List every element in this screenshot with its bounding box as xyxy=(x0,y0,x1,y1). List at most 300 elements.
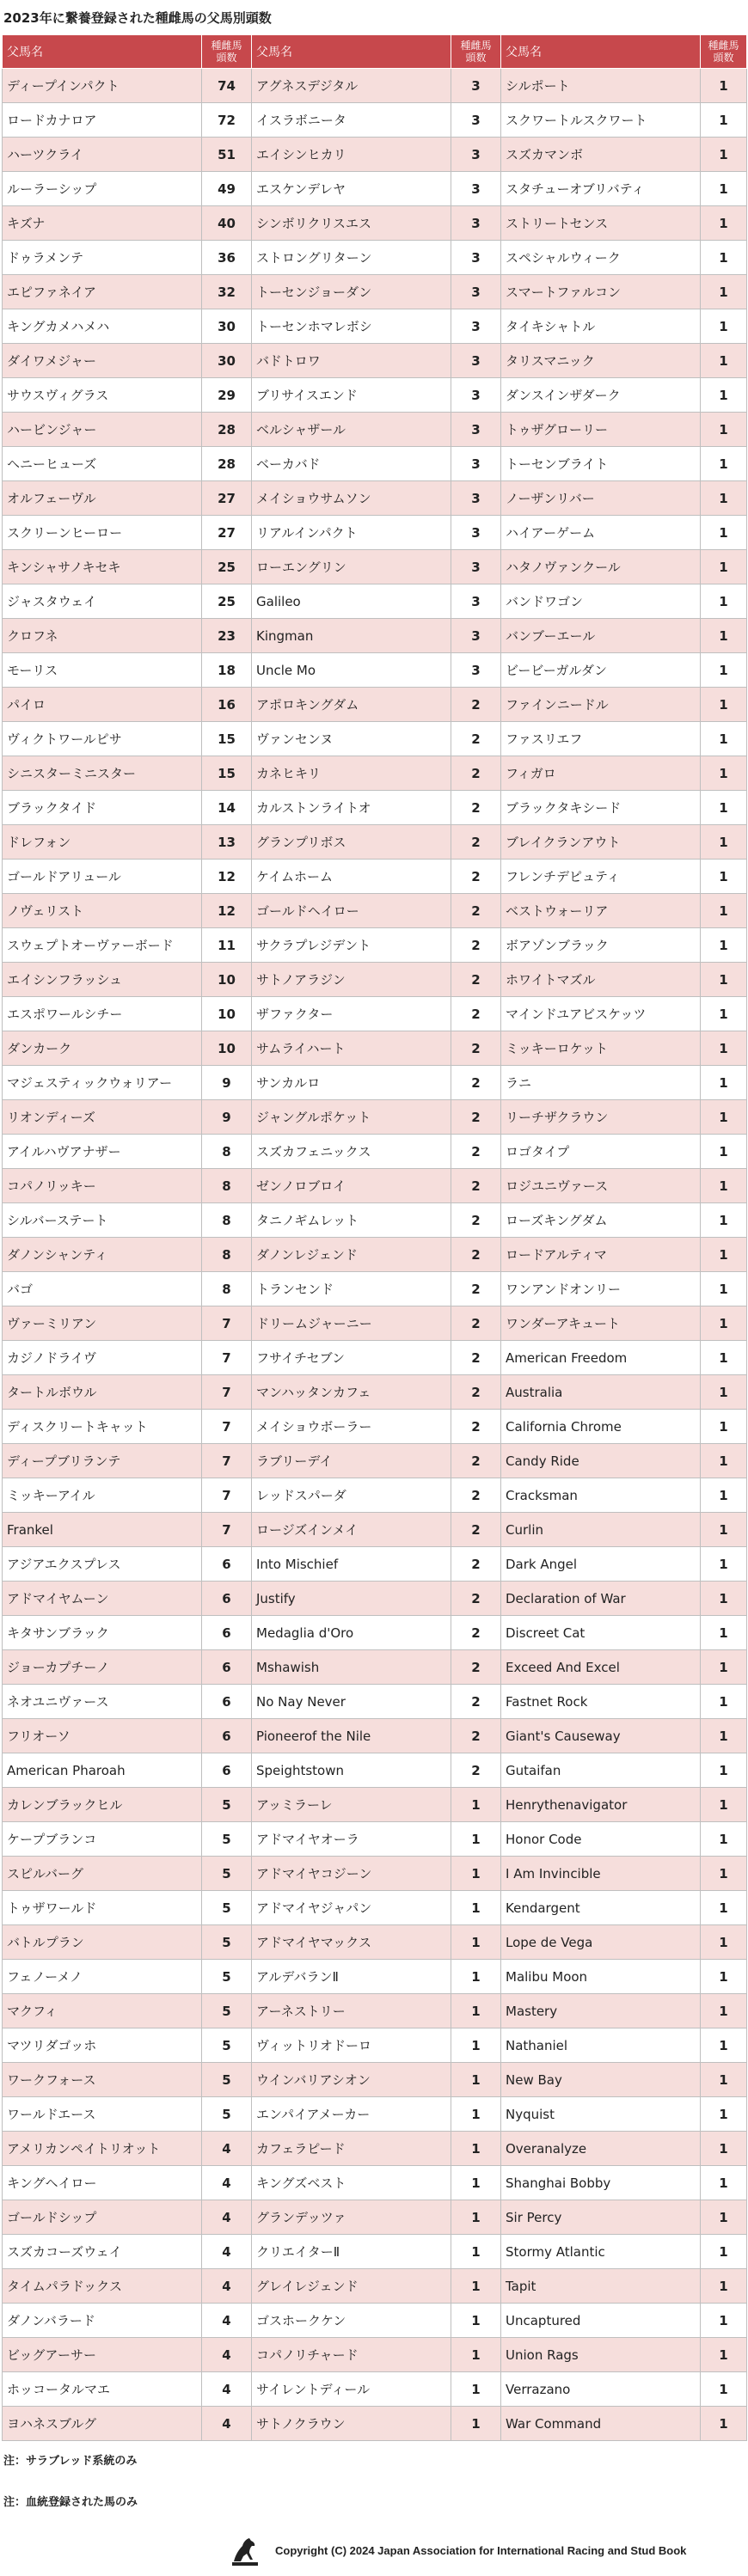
table-row xyxy=(3,447,747,481)
sire-name-cell: レッドスパーダ xyxy=(252,1478,451,1513)
sire-name-cell: ザファクター xyxy=(252,997,451,1031)
sire-name-cell: スマートファルコン xyxy=(501,275,701,309)
table-row xyxy=(3,1513,747,1547)
mare-count-cell: 3 xyxy=(451,241,501,275)
mare-count-cell: 4 xyxy=(202,2372,252,2407)
mare-count-cell: 2 xyxy=(451,1616,501,1650)
mare-count-cell: 5 xyxy=(202,1891,252,1925)
mare-count-cell: 9 xyxy=(202,1066,252,1100)
table-row xyxy=(3,172,747,206)
mare-count-cell: 4 xyxy=(202,2200,252,2235)
sire-name-cell: Lope de Vega xyxy=(501,1925,701,1960)
sire-name-cell: マツリダゴッホ xyxy=(3,2028,202,2063)
sire-name-cell: サイレントディール xyxy=(252,2372,451,2407)
mare-count-cell: 32 xyxy=(202,275,252,309)
mare-count-cell: 5 xyxy=(202,1925,252,1960)
sire-name-cell: フレンチデピュティ xyxy=(501,860,701,894)
table-row xyxy=(3,1616,747,1650)
mare-count-cell: 10 xyxy=(202,963,252,997)
sire-name-cell: Kendargent xyxy=(501,1891,701,1925)
sire-name-cell: サンカルロ xyxy=(252,1066,451,1100)
sire-name-cell: アルデバランⅡ xyxy=(252,1960,451,1994)
mare-count-cell: 3 xyxy=(451,516,501,550)
sire-name-cell: バトルプラン xyxy=(3,1925,202,1960)
mare-count-cell: 4 xyxy=(202,2304,252,2338)
sire-name-cell: アドマイヤオーラ xyxy=(252,1822,451,1857)
sire-name-cell: ディスクリートキャット xyxy=(3,1410,202,1444)
sire-name-cell: ゴスホークケン xyxy=(252,2304,451,2338)
mare-count-cell: 1 xyxy=(701,2097,747,2132)
mare-count-cell: 2 xyxy=(451,1238,501,1272)
table-row xyxy=(3,1891,747,1925)
sire-name-cell: ラニ xyxy=(501,1066,701,1100)
mare-count-cell: 3 xyxy=(451,653,501,688)
sire-name-cell: エイシンヒカリ xyxy=(252,138,451,172)
mare-count-cell: 1 xyxy=(701,1719,747,1753)
mare-count-cell: 7 xyxy=(202,1375,252,1410)
table-row xyxy=(3,2372,747,2407)
mare-count-cell: 1 xyxy=(451,2166,501,2200)
sire-name-cell: ブリサイスエンド xyxy=(252,378,451,413)
sire-name-cell: ノヴェリスト xyxy=(3,894,202,928)
sire-name-cell: コパノリッキー xyxy=(3,1169,202,1203)
sire-name-cell: スクリーンヒーロー xyxy=(3,516,202,550)
sire-name-cell: Shanghai Bobby xyxy=(501,2166,701,2200)
mare-count-cell: 4 xyxy=(202,2166,252,2200)
sire-name-cell: ラブリーデイ xyxy=(252,1444,451,1478)
sire-name-cell: Galileo xyxy=(252,584,451,619)
table-row xyxy=(3,1822,747,1857)
mare-count-cell: 2 xyxy=(451,1341,501,1375)
mare-count-cell: 1 xyxy=(451,2063,501,2097)
mare-count-cell: 5 xyxy=(202,1822,252,1857)
mare-count-cell: 1 xyxy=(451,2407,501,2441)
sire-name-cell: アドマイヤマックス xyxy=(252,1925,451,1960)
table-row xyxy=(3,1547,747,1582)
table-row xyxy=(3,1444,747,1478)
sire-name-cell: ファインニードル xyxy=(501,688,701,722)
sire-name-cell: Giant's Causeway xyxy=(501,1719,701,1753)
mare-count-cell: 1 xyxy=(451,2304,501,2338)
mare-count-cell: 3 xyxy=(451,172,501,206)
mare-count-cell: 11 xyxy=(202,928,252,963)
header-sire-name: 父馬名 xyxy=(3,35,202,69)
mare-count-cell: 1 xyxy=(701,516,747,550)
mare-count-cell: 51 xyxy=(202,138,252,172)
sire-name-cell: California Chrome xyxy=(501,1410,701,1444)
sire-name-cell: ストロングリターン xyxy=(252,241,451,275)
table-row xyxy=(3,653,747,688)
sire-name-cell: Dark Angel xyxy=(501,1547,701,1582)
mare-count-cell: 3 xyxy=(451,378,501,413)
sire-name-cell: Overanalyze xyxy=(501,2132,701,2166)
mare-count-cell: 1 xyxy=(701,447,747,481)
sire-name-cell: カネヒキリ xyxy=(252,756,451,791)
mare-count-cell: 1 xyxy=(701,860,747,894)
mare-count-cell: 2 xyxy=(451,688,501,722)
sire-name-cell: エイシンフラッシュ xyxy=(3,963,202,997)
mare-count-cell: 1 xyxy=(701,413,747,447)
sire-name-cell: アーネストリー xyxy=(252,1994,451,2028)
sire-name-cell: ミッキーロケット xyxy=(501,1031,701,1066)
mare-count-cell: 10 xyxy=(202,1031,252,1066)
mare-count-cell: 1 xyxy=(451,2132,501,2166)
mare-count-cell: 1 xyxy=(701,1513,747,1547)
sire-name-cell: ミッキーアイル xyxy=(3,1478,202,1513)
sire-name-cell: モーリス xyxy=(3,653,202,688)
mare-count-cell: 3 xyxy=(451,584,501,619)
mare-count-cell: 1 xyxy=(701,1410,747,1444)
sire-name-cell: シルバーステート xyxy=(3,1203,202,1238)
table-row xyxy=(3,1306,747,1341)
sire-name-cell: キンシャサノキセキ xyxy=(3,550,202,584)
mare-count-cell: 1 xyxy=(701,2132,747,2166)
sire-name-cell: ストリートセンス xyxy=(501,206,701,241)
table-row xyxy=(3,241,747,275)
sire-name-cell: ホッコータルマエ xyxy=(3,2372,202,2407)
sire-name-cell: ローエングリン xyxy=(252,550,451,584)
sire-name-cell: スペシャルウィーク xyxy=(501,241,701,275)
mare-count-cell: 1 xyxy=(701,1616,747,1650)
header-mare-count: 種雌馬 頭数 xyxy=(451,35,501,69)
mare-count-cell: 1 xyxy=(701,1100,747,1135)
table-row xyxy=(3,963,747,997)
sire-name-cell: アドマイヤムーン xyxy=(3,1582,202,1616)
mare-count-cell: 2 xyxy=(451,1272,501,1306)
mare-count-cell: 1 xyxy=(701,103,747,138)
mare-count-cell: 3 xyxy=(451,619,501,653)
mare-count-cell: 1 xyxy=(701,1788,747,1822)
sire-name-cell: フリオーソ xyxy=(3,1719,202,1753)
table-row xyxy=(3,2063,747,2097)
sire-name-cell: Uncaptured xyxy=(501,2304,701,2338)
sire-name-cell: ゼンノロブロイ xyxy=(252,1169,451,1203)
mare-count-cell: 1 xyxy=(701,2028,747,2063)
mare-count-cell: 1 xyxy=(701,2304,747,2338)
table-row xyxy=(3,825,747,860)
mare-count-cell: 1 xyxy=(701,756,747,791)
sire-name-cell: ダンスインザダーク xyxy=(501,378,701,413)
sire-name-cell: ワークフォース xyxy=(3,2063,202,2097)
mare-count-cell: 30 xyxy=(202,309,252,344)
sire-name-cell: カレンブラックヒル xyxy=(3,1788,202,1822)
sire-name-cell: ウインバリアシオン xyxy=(252,2063,451,2097)
mare-count-cell: 1 xyxy=(701,1994,747,2028)
sire-name-cell: シニスターミニスター xyxy=(3,756,202,791)
mare-count-cell: 2 xyxy=(451,1306,501,1341)
sire-name-cell: Australia xyxy=(501,1375,701,1410)
mare-count-cell: 30 xyxy=(202,344,252,378)
table-row xyxy=(3,1719,747,1753)
mare-count-cell: 3 xyxy=(451,275,501,309)
mare-count-cell: 1 xyxy=(701,1753,747,1788)
sire-name-cell: キングカメハメハ xyxy=(3,309,202,344)
mare-count-cell: 2 xyxy=(451,928,501,963)
mare-count-cell: 1 xyxy=(701,584,747,619)
sire-name-cell: Discreet Cat xyxy=(501,1616,701,1650)
sire-name-cell: Nathaniel xyxy=(501,2028,701,2063)
mare-count-cell: 6 xyxy=(202,1616,252,1650)
sire-name-cell: エスポワールシチー xyxy=(3,997,202,1031)
sire-name-cell: Henrythenavigator xyxy=(501,1788,701,1822)
table-row xyxy=(3,378,747,413)
mare-count-cell: 1 xyxy=(701,722,747,756)
table-row xyxy=(3,1788,747,1822)
sire-name-cell: Malibu Moon xyxy=(501,1960,701,1994)
sire-name-cell: ロードアルティマ xyxy=(501,1238,701,1272)
mare-count-cell: 5 xyxy=(202,2097,252,2132)
sire-name-cell: ワンアンドオンリー xyxy=(501,1272,701,1306)
sire-name-cell: ロードカナロア xyxy=(3,103,202,138)
table-row xyxy=(3,2132,747,2166)
mare-count-cell: 1 xyxy=(701,1582,747,1616)
header-mare-count: 種雌馬 頭数 xyxy=(701,35,747,69)
mare-count-cell: 3 xyxy=(451,69,501,103)
mare-count-cell: 1 xyxy=(701,1822,747,1857)
table-body xyxy=(3,69,747,2441)
sire-name-cell: ハタノヴァンクール xyxy=(501,550,701,584)
mare-count-cell: 14 xyxy=(202,791,252,825)
mare-count-cell: 1 xyxy=(701,928,747,963)
mare-count-cell: 1 xyxy=(451,1822,501,1857)
sire-name-cell: ハービンジャー xyxy=(3,413,202,447)
mare-count-cell: 1 xyxy=(701,1857,747,1891)
mare-count-cell: 40 xyxy=(202,206,252,241)
sire-name-cell: カジノドライヴ xyxy=(3,1341,202,1375)
mare-count-cell: 1 xyxy=(701,1925,747,1960)
table-row xyxy=(3,2407,747,2441)
note-thoroughbred: 注：サラブレッド系統のみ xyxy=(3,2455,138,2468)
mare-count-cell: 1 xyxy=(701,2407,747,2441)
mare-count-cell: 1 xyxy=(451,2269,501,2304)
mare-count-cell: 2 xyxy=(451,1169,501,1203)
mare-count-cell: 1 xyxy=(451,2028,501,2063)
mare-count-cell: 1 xyxy=(701,172,747,206)
sire-name-cell: スズカフェニックス xyxy=(252,1135,451,1169)
table-row xyxy=(3,1753,747,1788)
sire-name-cell: オルフェーヴル xyxy=(3,481,202,516)
table-row xyxy=(3,584,747,619)
table-row xyxy=(3,894,747,928)
sire-name-cell: グランプリボス xyxy=(252,825,451,860)
mare-count-cell: 6 xyxy=(202,1685,252,1719)
mare-count-cell: 2 xyxy=(451,1135,501,1169)
mare-count-cell: 2 xyxy=(451,963,501,997)
mare-count-cell: 16 xyxy=(202,688,252,722)
mare-count-cell: 1 xyxy=(701,1547,747,1582)
mare-count-cell: 3 xyxy=(451,413,501,447)
table-row xyxy=(3,1238,747,1272)
mare-count-cell: 1 xyxy=(701,1031,747,1066)
sire-name-cell: サトノアラジン xyxy=(252,963,451,997)
mare-count-cell: 1 xyxy=(451,1960,501,1994)
table-row xyxy=(3,1410,747,1444)
mare-count-cell: 2 xyxy=(451,1100,501,1135)
sire-name-cell: エピファネイア xyxy=(3,275,202,309)
mare-count-cell: 1 xyxy=(451,2200,501,2235)
table-row xyxy=(3,688,747,722)
mare-count-cell: 1 xyxy=(701,344,747,378)
sire-name-cell: ベーカバド xyxy=(252,447,451,481)
mare-count-cell: 1 xyxy=(701,688,747,722)
table-row xyxy=(3,2304,747,2338)
mare-count-cell: 5 xyxy=(202,1788,252,1822)
sire-name-cell: メイショウボーラー xyxy=(252,1410,451,1444)
table-row xyxy=(3,1960,747,1994)
mare-count-cell: 1 xyxy=(701,206,747,241)
sire-name-cell: ダノンシャンティ xyxy=(3,1238,202,1272)
mare-count-cell: 1 xyxy=(451,2338,501,2372)
sire-name-cell: ノーザンリバー xyxy=(501,481,701,516)
mare-count-cell: 2 xyxy=(451,1547,501,1582)
mare-count-cell: 7 xyxy=(202,1513,252,1547)
sire-name-cell: ドリームジャーニー xyxy=(252,1306,451,1341)
mare-count-cell: 4 xyxy=(202,2407,252,2441)
table-row xyxy=(3,2200,747,2235)
sire-name-cell: Candy Ride xyxy=(501,1444,701,1478)
mare-count-cell: 1 xyxy=(701,1650,747,1685)
table-row xyxy=(3,206,747,241)
sire-name-cell: タートルボウル xyxy=(3,1375,202,1410)
mare-count-cell: 5 xyxy=(202,2028,252,2063)
sire-name-cell: グレイレジェンド xyxy=(252,2269,451,2304)
sire-name-cell: Honor Code xyxy=(501,1822,701,1857)
sire-name-cell: バゴ xyxy=(3,1272,202,1306)
mare-count-cell: 1 xyxy=(451,1857,501,1891)
mare-count-cell: 2 xyxy=(451,1066,501,1100)
mare-count-cell: 2 xyxy=(451,1685,501,1719)
sire-name-cell: アメリカンペイトリオット xyxy=(3,2132,202,2166)
mare-count-cell: 1 xyxy=(701,791,747,825)
table-row xyxy=(3,1272,747,1306)
mare-count-cell: 6 xyxy=(202,1547,252,1582)
mare-count-cell: 1 xyxy=(701,825,747,860)
table-row xyxy=(3,2269,747,2304)
mare-count-cell: 1 xyxy=(701,550,747,584)
mare-count-cell: 3 xyxy=(451,103,501,138)
mare-count-cell: 1 xyxy=(701,619,747,653)
mare-count-cell: 1 xyxy=(701,653,747,688)
mare-count-cell: 4 xyxy=(202,2132,252,2166)
mare-count-cell: 1 xyxy=(701,378,747,413)
table-row xyxy=(3,2338,747,2372)
mare-count-cell: 2 xyxy=(451,1478,501,1513)
table-row xyxy=(3,997,747,1031)
mare-count-cell: 1 xyxy=(701,1066,747,1100)
sire-name-cell: フィガロ xyxy=(501,756,701,791)
mare-count-cell: 3 xyxy=(451,550,501,584)
mare-count-cell: 1 xyxy=(701,997,747,1031)
header-sire-name: 父馬名 xyxy=(252,35,451,69)
sire-name-cell: クリエイターⅡ xyxy=(252,2235,451,2269)
sire-name-cell: ビービーガルダン xyxy=(501,653,701,688)
sire-name-cell: ドレフォン xyxy=(3,825,202,860)
sire-name-cell: コパノリチャード xyxy=(252,2338,451,2372)
mare-count-cell: 6 xyxy=(202,1582,252,1616)
mare-count-cell: 7 xyxy=(202,1478,252,1513)
sire-name-cell: マクフィ xyxy=(3,1994,202,2028)
sire-name-cell: War Command xyxy=(501,2407,701,2441)
table-row xyxy=(3,1100,747,1135)
mare-count-cell: 1 xyxy=(451,1891,501,1925)
mare-count-cell: 4 xyxy=(202,2235,252,2269)
mare-count-cell: 4 xyxy=(202,2269,252,2304)
mare-count-cell: 2 xyxy=(451,1719,501,1753)
sire-name-cell: タイムパラドックス xyxy=(3,2269,202,2304)
mare-count-cell: 7 xyxy=(202,1306,252,1341)
sire-name-cell: Tapit xyxy=(501,2269,701,2304)
table-row xyxy=(3,1066,747,1100)
table-row xyxy=(3,344,747,378)
mare-count-cell: 49 xyxy=(202,172,252,206)
header-mare-count: 種雌馬 頭数 xyxy=(202,35,252,69)
table-row xyxy=(3,1135,747,1169)
sire-name-cell: ビッグアーサー xyxy=(3,2338,202,2372)
mare-count-cell: 23 xyxy=(202,619,252,653)
sire-name-cell: シンボリクリスエス xyxy=(252,206,451,241)
header-sire-name: 父馬名 xyxy=(501,35,701,69)
sire-name-cell: アジアエクスプレス xyxy=(3,1547,202,1582)
sire-name-cell: ヴィクトワールピサ xyxy=(3,722,202,756)
mare-count-cell: 1 xyxy=(701,2269,747,2304)
sire-name-cell: ヨハネスブルグ xyxy=(3,2407,202,2441)
sire-name-cell: キタサンブラック xyxy=(3,1616,202,1650)
mare-count-cell: 1 xyxy=(701,1341,747,1375)
sire-name-cell: エンパイアメーカー xyxy=(252,2097,451,2132)
sire-name-cell: ネオユニヴァース xyxy=(3,1685,202,1719)
table-row xyxy=(3,516,747,550)
sire-name-cell: クロフネ xyxy=(3,619,202,653)
mare-count-cell: 1 xyxy=(701,2338,747,2372)
sire-name-cell: トランセンド xyxy=(252,1272,451,1306)
mare-count-cell: 7 xyxy=(202,1341,252,1375)
mare-count-cell: 74 xyxy=(202,69,252,103)
sire-name-cell: バンブーエール xyxy=(501,619,701,653)
sire-name-cell: ロジユニヴァース xyxy=(501,1169,701,1203)
table-row xyxy=(3,722,747,756)
mare-count-cell: 1 xyxy=(701,1306,747,1341)
table-row xyxy=(3,138,747,172)
sire-name-cell: Curlin xyxy=(501,1513,701,1547)
mare-count-cell: 1 xyxy=(701,1444,747,1478)
mare-count-cell: 1 xyxy=(451,1788,501,1822)
sire-name-cell: Mshawish xyxy=(252,1650,451,1685)
sire-name-cell: Sir Percy xyxy=(501,2200,701,2235)
sire-name-cell: ロージズインメイ xyxy=(252,1513,451,1547)
sire-name-cell: アドマイヤコジーン xyxy=(252,1857,451,1891)
sire-name-cell: ハイアーゲーム xyxy=(501,516,701,550)
sire-name-cell: ヘニーヒューズ xyxy=(3,447,202,481)
sire-name-cell: スウェプトオーヴァーボード xyxy=(3,928,202,963)
mare-count-cell: 2 xyxy=(451,1410,501,1444)
sire-name-cell: Nyquist xyxy=(501,2097,701,2132)
sire-name-cell: アポロキングダム xyxy=(252,688,451,722)
mare-count-cell: 1 xyxy=(701,963,747,997)
mare-count-cell: 7 xyxy=(202,1444,252,1478)
sire-name-cell: Justify xyxy=(252,1582,451,1616)
sire-name-cell: ディープブリランテ xyxy=(3,1444,202,1478)
table-row xyxy=(3,1169,747,1203)
mare-count-cell: 1 xyxy=(701,2063,747,2097)
mare-count-cell: 1 xyxy=(701,1169,747,1203)
note-registered: 注：血統登録された馬のみ xyxy=(3,2496,138,2509)
table-row xyxy=(3,1375,747,1410)
table-row xyxy=(3,2235,747,2269)
sire-name-cell: ヴァンセンヌ xyxy=(252,722,451,756)
mare-count-cell: 9 xyxy=(202,1100,252,1135)
sire-name-cell: ベルシャザール xyxy=(252,413,451,447)
sire-name-cell: ローズキングダム xyxy=(501,1203,701,1238)
